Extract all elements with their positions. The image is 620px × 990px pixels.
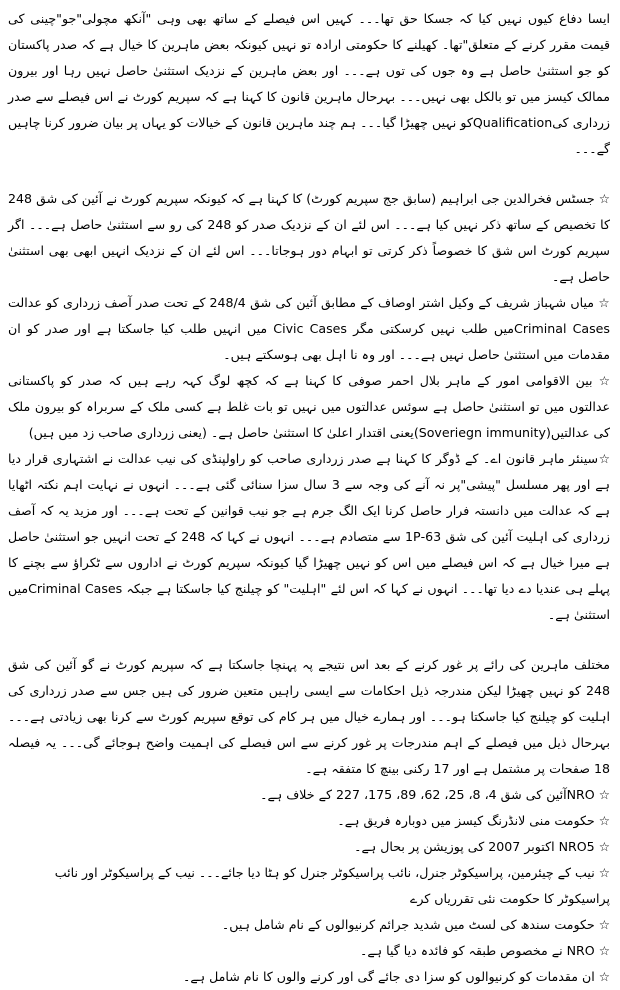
- list-item: ☆ حکومت منی لانڈرنگ کیسز میں دوبارہ فریق ہے۔: [337, 813, 610, 828]
- opinion-fakhruddin: ☆ جسٹس فخرالدین جی ابراہیم (سابق جج سپریم کورٹ) کا کہنا ہے کہ کیونکہ سپریم کورٹ نے آئین کی شق 248 کا تخصیص کے ساتھ ذکر نہیں کیا ہے۔۔۔ اس لئے ان کے نزدیک صدر کو 248 کی رو سے استثنیٰ حاصل ہے۔۔۔ اگر سپریم کورٹ اس شق کا خصوصاً ذکر کرتی تو ابہام دور ہوجاتا۔۔۔ اس لئے ان کے نزدیک انہیں ابھی بھی استثنیٰ حاصل ہے۔: [8, 191, 610, 284]
- conclusion-paragraph: مختلف ماہرین کی رائے پر غور کرنے کے بعد اس نتیجے پہ پہنچا جاسکتا ہے کہ سپریم کورٹ نے گو آئین کی شق 248 کو نہیں چھیڑا لیکن مندرجہ ذیل احکامات سے ایسی راہیں متعین ضرور کی ہیں جس سے صدر زرداری کی اہلیت کو چیلنج کیا جاسکتا ہو۔۔۔ اور ہمارے خیال میں ہر کام کی توقع سپریم کورٹ سے کرنا بھی زیادتی ہے۔۔۔ بہرحال ذیل میں فیصلے کے اہم مندرجات پر غور کرنے سے اس فیصلے کی اہمیت واضح ہوجائے گی۔۔۔ یہ فیصلہ 18 صفحات پر مشتمل ہے اور 17 رکنی بینچ کا متفقہ ہے۔: [8, 657, 610, 776]
- opinion-bilal-sufi: ☆ بین الاقوامی امور کے ماہر بلال احمر صوفی کا کہنا ہے کہ کچھ لوگ کہہ رہے ہیں کہ صدر کو پاکستانی عدالتوں میں تو استثنیٰ حاصل ہے سوئس عدالتوں میں نہیں تو بات غلط ہے کسی ملک کے سربراہ کو بیرون ملک کی عدالتیں(Soveriegn immunity)یعنی اقتدار اعلیٰ کا استثنیٰ حاصل ہے۔ (یعنی زرداری صاحب زد میں ہیں): [8, 373, 610, 440]
- opinion-ashtar-ausaf: ☆ میاں شہباز شریف کے وکیل اشتر اوصاف کے مطابق آئین کی شق 248/4 کے تحت صدر آصف زرداری کو عدالت Criminal Casesمیں طلب نہیں کرسکتی مگر Civic Cases میں انہیں طلب کیا جاسکتا ہے اور صدر کو ان مقدمات میں استثنیٰ حاصل نہیں ہے۔۔۔ اور وہ نا اہل بھی ہوسکتے ہیں۔: [8, 295, 610, 362]
- spacer: [8, 628, 610, 652]
- list-item: ☆ NROآئین کی شق 4، 8، 25، 62، 89، 175، 227 کے خلاف ہے۔: [260, 787, 610, 802]
- list-item: ☆ NRO5 اکتوبر 2007 کی پوزیشن پر بحال ہے۔: [354, 839, 610, 854]
- intro-paragraph: ایسا دفاع کیوں نہیں کیا کہ جسکا حق تھا۔۔۔ کہیں اس فیصلے کے ساتھ بھی وہی "آنکھ مچولی"جو"چینی کی قیمت مقرر کرنے کے متعلق"تھا۔ کھیلنے کا حکومتی ارادہ تو نہیں کیونکہ بعض ماہرین کا خیال ہے کہ صدر پاکستان کو جو استثنیٰ حاصل ہے وہ جوں کی توں ہے۔۔۔ اور بعض ماہرین کے نزدیک استثنیٰ حاصل نہیں رہا اور بیرون ممالک کیسز میں تو بالکل بھی نہیں۔۔۔ بہرحال ماہرین قانون کا کہنا ہے کہ سپریم کورٹ نے اس فیصلے سے صدر زرداری کیQualificationکو نہیں چھیڑا گیا۔۔۔ ہم چند ماہرین قانون کے خیالات کو یہاں پر بیان ضرور کرنا چاہیں گے۔۔۔: [8, 11, 610, 156]
- list-item: ☆ حکومت سندھ کی لسٹ میں شدید جرائم کرنیوالوں کے نام شامل ہیں۔: [221, 917, 610, 932]
- list-item: ☆ NRO نے مخصوص طبقہ کو فائدہ دیا گیا ہے۔: [360, 943, 610, 958]
- list-item: ☆ نیب کے چیئرمین، پراسیکوٹر جنرل، نائب پراسیکوٹر جنرل کو ہٹا دیا جائے۔۔۔ نیب کے پراسیکوٹر اور نائب پراسیکوٹر کا حکومت نئی تقرریاں کرے: [54, 865, 610, 906]
- opinion-ak-dogar: ☆سینئر ماہر قانون اے۔ کے ڈوگر کا کہنا ہے صدر زرداری صاحب کو راولپنڈی کی نیب عدالت نے اشتہاری قرار دیا ہے اور پھر مسلسل "پیشی"پر نہ آنے کی وجہ سے 3 سال سزا سنائی گئی ہے۔۔۔ انہوں نے نہایت اہم نکتہ اٹھایا ہے کہ عدالت میں دانستہ فرار حاصل کرنا ایک الگ جرم ہے جو نیب قوانین کے تحت ہے۔۔۔ اور مزید یہ کہ آصف زرداری کی اہلیت آئین کی شق 63-1P سے متصادم ہے۔۔۔ انہوں نے کہا کہ 248 کے تحت انہیں جو استثنیٰ حاصل ہے میرا خیال ہے کہ اس فیصلے میں اس کو نہیں چھیڑا گیا کیونکہ سپریم کورٹ نے اداروں سے ٹکراؤ سے بچنے کا پہلے ہی عندیا دے دیا تھا۔۔۔ انہوں نے کہا کہ اس لئے "اہلیت" کو چیلنج کیا جاسکتا ہے جبکہ Criminal Casesمیں استثنیٰ ہے۔: [8, 451, 611, 622]
- list-item: ☆ ان مقدمات کو کرنیوالوں کو سزا دی جائے گی اور کرنے والوں کا نام شامل ہے۔: [182, 969, 610, 984]
- spacer: [8, 162, 610, 186]
